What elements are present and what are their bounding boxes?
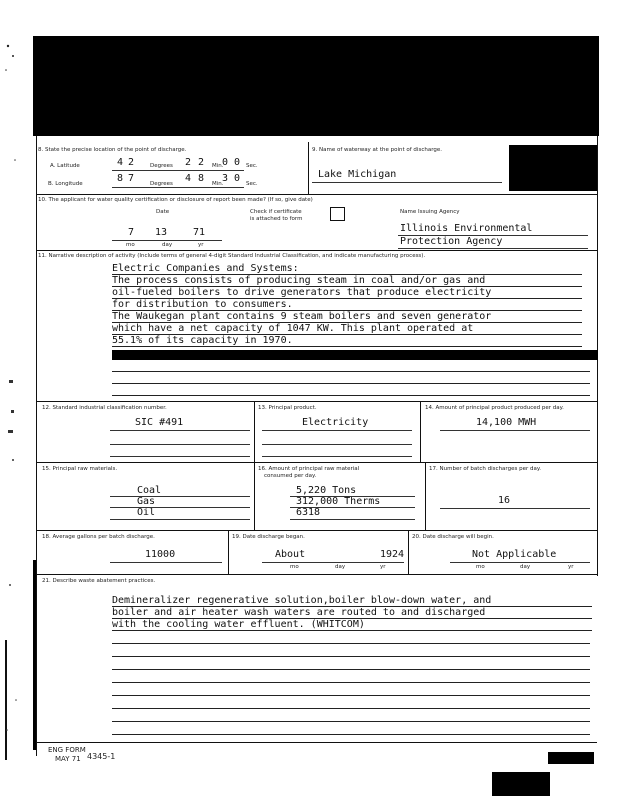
abatement-blank-7 (112, 721, 590, 722)
col-divider-16-17 (425, 462, 426, 530)
latitude-label: A. Latitude (50, 163, 80, 169)
item10-check-label-2: is attached to form (250, 216, 303, 222)
production-underline (440, 430, 590, 431)
sic-value: SIC #491 (135, 417, 184, 428)
narrative-blank-line-1 (112, 371, 590, 372)
item8-label: 8. State the precise location of the point of discharge. (38, 147, 187, 153)
sic-underline-2 (110, 444, 250, 445)
item10-check-label-1: Check if certificate (250, 209, 302, 215)
principal-product-value: Electricity (302, 417, 369, 428)
agency-line-1: Illinois Environmental (400, 223, 533, 234)
item10-month: 7 (128, 227, 135, 238)
scan-speckle-svg (2, 40, 24, 760)
narrative-line-7: 55.1% of its capacity in 1970. (112, 335, 582, 347)
abatement-line-1: Demineralizer regenerative solution,boiler blow-down water, and (112, 595, 592, 607)
item11-label: 11. Narrative description of activity (Include terms of general 4-digit Standard Industrial Classification, and indicate manufacturing process). (38, 253, 426, 259)
began-yr-label: yr (380, 564, 386, 570)
rule-after-item10 (36, 250, 597, 251)
gallons-underline (110, 562, 222, 563)
narrative-text (112, 263, 582, 347)
discharge-will-begin-value: Not Applicable (472, 549, 557, 560)
began-underline (262, 562, 404, 563)
col-divider-13-14 (420, 401, 421, 462)
item12-label: 12. Standard industrial classification number. (42, 405, 167, 411)
abatement-line-2: boiler and air heater wash waters are routed to and discharged (112, 607, 592, 619)
item10-mo-label: mo (126, 242, 135, 248)
item9-redaction (509, 145, 597, 191)
item10-day-unit-label: day (162, 242, 173, 248)
amount-underline-3 (290, 519, 415, 520)
discharge-began-year: 1924 (380, 549, 405, 560)
lon-min-digit-1: 3 (222, 173, 229, 184)
lat-sec-label: Sec. (246, 163, 258, 169)
longitude-digit-1: 8 (117, 173, 124, 184)
agency-underline-2 (398, 248, 588, 249)
raw-underline-3 (110, 519, 250, 520)
item13-label: 13. Principal product. (258, 405, 317, 411)
rule-after-item15 (36, 530, 597, 531)
abatement-blank-5 (112, 695, 590, 696)
footer-form-label-1: ENG FORM (48, 746, 86, 754)
raw-underline-1 (110, 496, 250, 497)
lat-min-digit-2: 0 (234, 157, 241, 168)
waterway-value: Lake Michigan (318, 169, 397, 180)
raw-amount-1: 5,220 Tons (296, 485, 357, 496)
item16-label-2: consumed per day. (264, 473, 317, 479)
certificate-attached-checkbox[interactable] (330, 207, 345, 221)
col-divider-12-13 (254, 401, 255, 462)
item10-date-underline (112, 240, 222, 241)
sic-underline-3 (110, 456, 250, 457)
product-underline-3 (262, 456, 412, 457)
discharge-began-month: About (275, 549, 306, 560)
raw-materials-list (137, 485, 161, 518)
abatement-blank-1 (112, 643, 590, 644)
footer-form-number: 4345-1 (87, 752, 116, 761)
abatement-line-3: with the cooling water effluent. (WHITCOM) (112, 619, 592, 631)
raw-material-1: Coal (137, 485, 162, 496)
agency-underline-1 (398, 235, 588, 236)
latitude-digit-1: 4 (117, 157, 124, 168)
item10-date-label: Date (156, 209, 170, 215)
col-divider-19-20 (408, 530, 409, 574)
lat-degrees-digit-1: 2 (185, 157, 192, 168)
frame-left (36, 136, 37, 756)
narrative-line-6: which have a net capacity of 1047 KW. This plant operated at (112, 323, 582, 335)
item10-year: 71 (193, 227, 206, 238)
narrative-redaction-bar (112, 350, 598, 360)
lat-min-digit-1: 0 (222, 157, 229, 168)
abatement-text (112, 595, 592, 631)
item17-label: 17. Number of batch discharges per day. (429, 466, 542, 472)
longitude-label: B. Longitude (48, 181, 83, 187)
lon-underline (112, 187, 244, 188)
batch-discharges-value: 16 (498, 495, 511, 506)
lat-underline (112, 170, 244, 171)
amount-underline-2 (290, 507, 415, 508)
lon-min-digit-2: 0 (234, 173, 241, 184)
raw-amount-2: 312,000 Therms (296, 496, 381, 507)
batch-underline (440, 508, 590, 509)
raw-material-3: Oil (137, 507, 156, 518)
item19-label: 19. Date discharge began. (232, 534, 305, 540)
narrative-blank-line-3 (112, 395, 590, 396)
began-day-label: day (335, 564, 346, 570)
abatement-blank-4 (112, 682, 590, 683)
abatement-blank-6 (112, 708, 590, 709)
waterway-underline (312, 182, 502, 183)
will-begin-day-label: day (520, 564, 531, 570)
sic-underline-1 (110, 430, 250, 431)
rule-after-item12 (36, 462, 597, 463)
product-underline-2 (262, 444, 412, 445)
rule-after-item18 (36, 574, 597, 575)
abatement-blank-3 (112, 669, 590, 670)
lon-degrees-label: Degrees (150, 181, 173, 187)
longitude-digit-2: 7 (128, 173, 135, 184)
item14-label: 14. Amount of principal product produced per day. (425, 405, 564, 411)
item16-label-1: 16. Amount of principal raw material (258, 466, 360, 472)
gallons-per-batch-value: 11000 (145, 549, 176, 560)
item21-label: 21. Describe waste abatement practices. (42, 578, 156, 584)
raw-amount-3: 6318 (296, 507, 321, 518)
footer-redaction-right-2 (492, 772, 550, 796)
left-edge-marks (2, 40, 24, 760)
item9-label: 9. Name of waterway at the point of discharge. (312, 147, 442, 153)
narrative-line-5: The Waukegan plant contains 9 steam boilers and seven generator (112, 311, 582, 323)
raw-underline-2 (110, 507, 250, 508)
narrative-line-1: Electric Companies and Systems: (112, 263, 582, 275)
footer-redaction-right-1 (548, 752, 594, 764)
lat-degrees-label: Degrees (150, 163, 173, 169)
raw-material-2: Gas (137, 496, 156, 507)
rule-form-bottom (36, 742, 597, 743)
daily-production-value: 14,100 MWH (476, 417, 537, 428)
item10-agency-label: Name Issuing Agency (400, 209, 460, 215)
amount-underline-1 (290, 496, 415, 497)
item10-day: 13 (155, 227, 168, 238)
narrative-blank-line-2 (112, 383, 590, 384)
product-underline-1 (262, 430, 412, 431)
latitude-digit-2: 2 (128, 157, 135, 168)
began-mo-label: mo (290, 564, 299, 570)
item15-label: 15. Principal raw materials. (42, 466, 118, 472)
will-begin-underline (450, 562, 590, 563)
lat-degrees-digit-2: 2 (198, 157, 205, 168)
lon-degrees-digit-1: 4 (185, 173, 192, 184)
col-divider-15-16 (254, 462, 255, 530)
raw-amounts-list (296, 485, 380, 518)
item20-label: 20. Date discharge will begin. (412, 534, 494, 540)
item18-label: 18. Average gallons per batch discharge. (42, 534, 155, 540)
col-divider-18-19 (228, 530, 229, 574)
item8-item9-divider (308, 142, 309, 194)
lon-degrees-digit-2: 8 (198, 173, 205, 184)
lon-sec-label: Sec. (246, 181, 258, 187)
item10-label: 10. The applicant for water quality certification or disclosure of report been made? (If so, give date) (38, 197, 313, 203)
will-begin-yr-label: yr (568, 564, 574, 570)
lat-min-label: Min. (212, 163, 224, 169)
will-begin-mo-label: mo (476, 564, 485, 570)
abatement-blank-8 (112, 734, 590, 735)
narrative-line-3: oil-fueled boilers to drive generators that produce electricity (112, 287, 582, 299)
item10-yr-label: yr (198, 242, 204, 248)
narrative-line-2: The process consists of producing steam in coal and/or gas and (112, 275, 582, 287)
abatement-blank-2 (112, 656, 590, 657)
lon-min-label: Min. (212, 181, 224, 187)
rule-after-item11 (36, 401, 597, 402)
agency-line-2: Protection Agency (400, 236, 503, 247)
header-redaction (33, 36, 599, 136)
narrative-line-4: for distribution to consumers. (112, 299, 582, 311)
rule-after-item8 (36, 194, 597, 195)
footer-form-label-2: MAY 71 (55, 755, 81, 763)
